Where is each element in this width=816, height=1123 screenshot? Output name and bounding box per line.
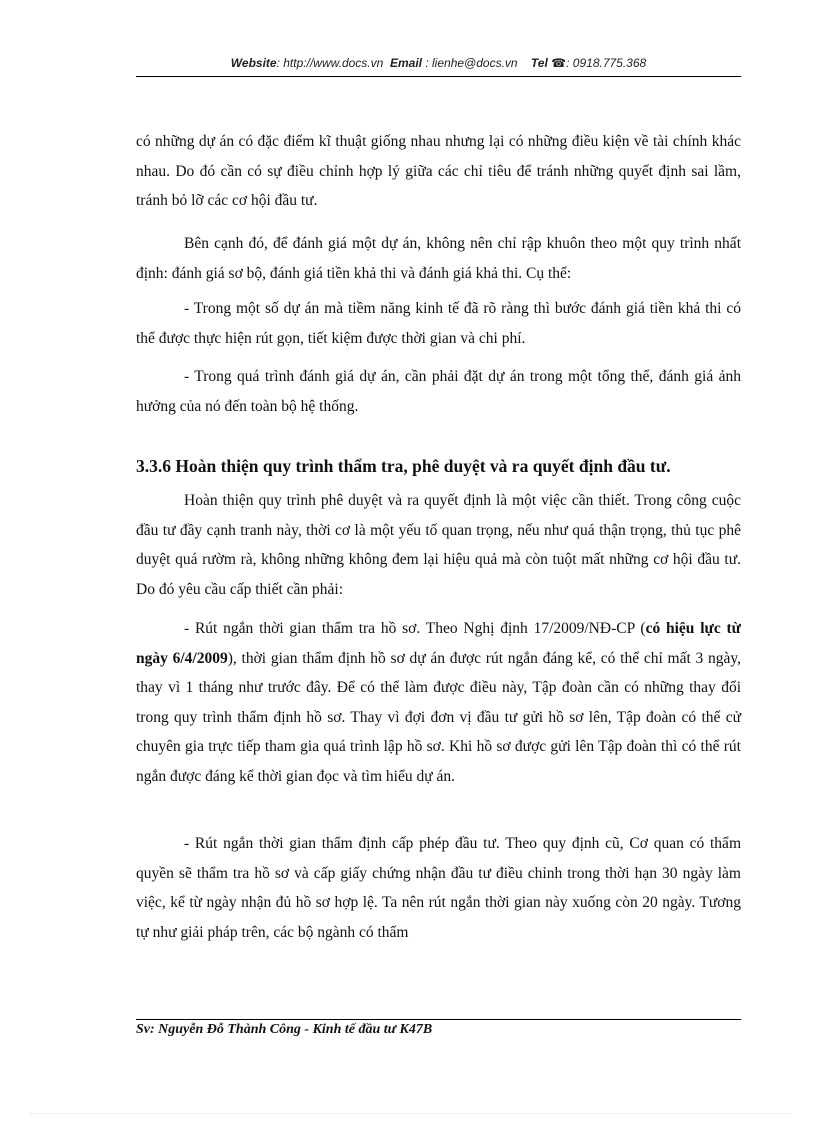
- email-label: Email: [389, 56, 422, 70]
- paragraph-1: có những dự án có đặc điểm kĩ thuật giống nhau nhưng lại có những điều kiện về tài chính khác nhau. Do đó cần có sự điều chỉnh hợp lý giữa các chỉ tiêu để tránh những quyết định sai lầm, tránh bỏ lỡ các cơ hội đầu tư.: [136, 133, 741, 209]
- paragraph-2: Bên cạnh đó, để đánh giá một dự án, không nên chỉ rập khuôn theo một quy trình nhất định: đánh giá sơ bộ, đánh giá tiền khả thi và đánh giá khả thi. Cụ thể:: [136, 235, 741, 282]
- header-divider: [136, 76, 741, 77]
- page-footer: Sv: Nguyễn Đỗ Thành Công - Kinh tế đầu tư K47B: [136, 1022, 433, 1037]
- tel-value: : 0918.775.368: [566, 56, 647, 70]
- paragraph-3: - Trong một số dự án mà tiềm năng kinh tế đã rõ ràng thì bước đánh giá tiền khả thi có thể được thực hiện rút gọn, tiết kiệm được thời gian và chi phí.: [136, 300, 741, 347]
- website-label: Website: [230, 56, 277, 70]
- paragraph-7: - Rút ngắn thời gian thẩm định cấp phép đầu tư. Theo quy định cũ, Cơ quan có thẩm quyền sẽ thẩm tra hồ sơ và cấp giấy chứng nhận đầu tư điều chỉnh trong thời hạn 30 ngày làm việc, kể từ ngày nhận đủ hồ sơ hợp lệ. Ta nên rút ngắn thời gian này xuống còn 20 ngày. Tương tự như giải pháp trên, các bộ ngành có thẩm: [136, 835, 741, 941]
- tel-label: Tel: [530, 56, 548, 70]
- paragraph-6-end: ), thời gian thẩm định hồ sơ dự án được rút ngắn đáng kể, có thể chỉ mất 3 ngày, thay vì 1 tháng như trước đây. Để có thể làm được điều này, Tập đoàn cần có những thay đổi trong quy trình thẩm định hồ sơ. Thay vì đợi đơn vị đầu tư gửi hồ sơ lên, Tập đoàn có thể cử chuyên gia trực tiếp tham gia quá trình lập hồ sơ. Khi hồ sơ được gửi lên Tập đoàn thì có thể rút ngắn được đáng kể thời gian đọc và tìm hiểu dự án.: [136, 649, 741, 785]
- paragraph-6: [136, 614, 741, 791]
- telephone-icon: ☎: [551, 56, 567, 70]
- paragraph-6-start: - Rút ngắn thời gian thẩm tra hồ sơ. Theo Nghị định 17/2009/NĐ-CP (: [184, 620, 646, 637]
- footer-divider: [136, 1019, 741, 1020]
- paragraph-5: Hoàn thiện quy trình phê duyệt và ra quyết định là một việc cần thiết. Trong công cuộc đầu tư đầy cạnh tranh này, thời cơ là một yếu tố quan trọng, nếu như quá thận trọng, thủ tục phê duyệt quá rườm rà, không những không đem lại hiệu quả mà còn tuột mất những cơ hội đầu tư. Do đó yêu cầu cấp thiết cần phải:: [136, 492, 741, 598]
- page-bottom-edge: [30, 1113, 790, 1114]
- page-header: [136, 56, 741, 74]
- effective-date-note: có hiệu lực từ ngày 6/4/2009: [136, 620, 741, 667]
- email-value: : lienhe@docs.vn: [425, 56, 518, 70]
- section-heading: 3.3.6 Hoàn thiện quy trình thẩm tra, phê duyệt và ra quyết định đầu tư.: [136, 456, 671, 476]
- website-value: : http://www.docs.vn: [276, 56, 384, 70]
- paragraph-4: - Trong quá trình đánh giá dự án, cần phải đặt dự án trong một tổng thể, đánh giá ảnh hưởng của nó đến toàn bộ hệ thống.: [136, 368, 741, 415]
